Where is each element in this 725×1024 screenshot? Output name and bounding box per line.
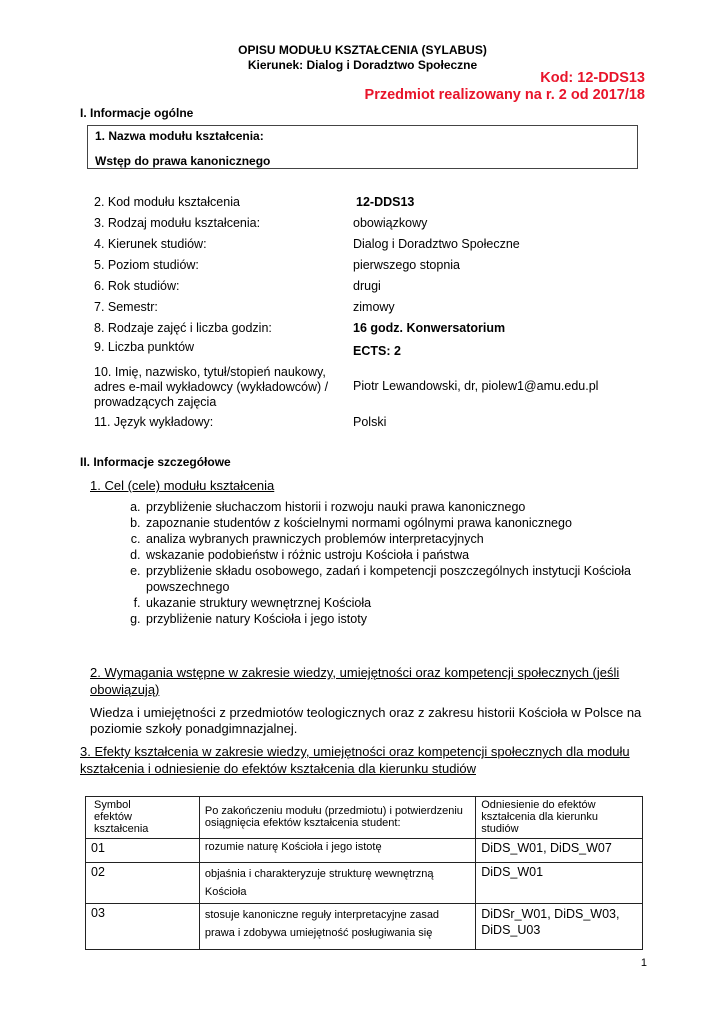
list-item: g. przybliżenie natury Kościoła i jego istoty xyxy=(144,611,642,627)
requirements-heading-line1: 2. Wymagania wstępne w zakresie wiedzy, umiejętności oraz kompetencji społecznych (jeśli xyxy=(90,665,620,680)
page-number: 1 xyxy=(640,957,647,969)
requirements-text-line1: Wiedza i umiejętności z przedmiotów teologicznych oraz z zakresu historii Kościoła w Polsce na xyxy=(90,705,642,720)
header-reference: Odniesienie do efektów kształcenia dla kierunku studiów xyxy=(476,797,643,839)
goals-heading: 1. Cel (cele) modułu kształcenia xyxy=(90,478,275,493)
section-heading-detailed: II. Informacje szczegółowe xyxy=(80,455,231,469)
list-item: c. analiza wybranych prawniczych problemów interpretacyjnych xyxy=(144,531,642,547)
module-name-box xyxy=(87,125,638,169)
list-item: e. przybliżenie składu osobowego, zadań i kompetencji poszczególnych instytucji Kościoła powszechnego xyxy=(144,563,642,595)
course-code: Kod: 12-DDS13 xyxy=(540,70,645,86)
header-symbol: Symbol efektów kształcenia xyxy=(86,797,200,839)
document-title: OPISU MODUŁU KSZTAŁCENIA (SYLABUS) xyxy=(238,43,487,57)
effects-heading-line1: 3. Efekty kształcenia w zakresie wiedzy, umiejętności oraz kompetencji społecznych dla modułu xyxy=(80,744,630,759)
requirements-text-line2: poziomie szkoły ponadgimnazjalnej. xyxy=(90,721,298,736)
list-item: d. wskazanie podobieństw i różnic ustroju Kościoła i państwa xyxy=(144,547,642,563)
module-name-label: 1. Nazwa modułu kształcenia: xyxy=(95,129,264,143)
list-item: a. przybliżenie słuchaczom historii i rozwoju nauki prawa kanonicznego xyxy=(144,499,642,515)
header-description: Po zakończeniu modułu (przedmiotu) i potwierdzeniu osiągnięcia efektów kształcenia student: xyxy=(199,797,475,839)
effects-heading-line2: kształcenia i odniesienie do efektów kształcenia dla kierunku studiów xyxy=(80,761,476,776)
effects-table xyxy=(85,796,643,950)
requirements-heading-line2: obowiązują) xyxy=(90,682,160,697)
table-row: 02 objaśnia i charakteryzuje strukturę wewnętrzną Kościoła DiDS_W01 xyxy=(86,863,643,904)
document-page: OPISU MODUŁU KSZTAŁCENIA (SYLABUS) Kierunek: Dialog i Doradztwo Społeczne Kod: 12-DDS13 Przedmiot realizowany na r. 2 od 2017/18 I. Informacje ogólne 1. Nazwa modułu kształcenia: Wstęp do prawa kanonicznego 2. Kod modułu kształcenia 12-DDS13 3. Rodzaj modułu kształcenia: obowiązkowy 4. Kierunek studiów: Dialog i Doradztwo Społeczne 5. Poziom studiów: pierwszego stopnia 6. Rok studiów: drugi 7. Semestr: zimowy 8. Rodzaje zajęć i liczba godzin: 16 godz. Konwersatorium 9. Liczba punktów ECTS: 2 10. Imię, nazwisko, tytuł/stopień naukowy, adres e-mail wykładowcy (wykładowców) / prowadzących zajęcia Piotr Lewandowski, dr, piolew1@amu.edu.pl 11. Język wykładowy: Polski II. Informacje szczegółowe 1. Cel (cele) modułu kształcenia a. przybliżenie słuchaczom historii i rozwoju nauki prawa kanonicznego b. zapoznanie studentów z kościelnymi normami ogólnymi prawa kanonicznego c. analiza wybranych prawniczych problemów interpretacyjnych d. wskazanie podobieństw i różnic ustroju Kościoła i państwa e. przybliżenie składu osobowego, zadań i kompetencji poszczególnych instytucji Kościoła powszechnego f. ukazanie struktury wewnętrznej Kościoła g. przybliżenie natury Kościoła i jego istoty 2. Wymagania wstępne w zakresie wiedzy, umiejętności oraz kompetencji społecznych (jeśli obowiązują) Wiedza i umiejętności z przedmiotów teologicznych oraz z zakresu historii Kościoła w Polsce na poziomie szkoły ponadgimnazjalnej. 3. Efekty kształcenia w zakresie wiedzy, umiejętności oraz kompetencji społecznych dla modułu kształcenia i odniesienie do efektów kształcenia dla kierunku studiów Symbol efektów kształcenia Po zakończeniu modułu (przedmiotu) i potwierdzeniu osiągnięcia efektów kształcenia student: Odniesienie do efektów kształcenia dla kierunku studiów 01 rozumie naturę Kościoła i jego istotę DiDS_W01, DiDS_W07 02 objaśnia i charakteryzuje strukturę wewnętrzną Kościoła DiDS_W01 03 stosuje kanoniczne reguły interpretacyjne zasad prawa i zdobywa umiejętność posługiwania się DiDSr_W01, DiDS_W03, DiDS_U03 1 xyxy=(0,0,725,1024)
table-row: 01 rozumie naturę Kościoła i jego istotę DiDS_W01, DiDS_W07 xyxy=(86,839,643,863)
realization-note: Przedmiot realizowany na r. 2 od 2017/18 xyxy=(364,87,645,103)
list-item: b. zapoznanie studentów z kościelnymi normami ogólnymi prawa kanonicznego xyxy=(144,515,642,531)
document-subtitle: Kierunek: Dialog i Doradztwo Społeczne xyxy=(247,58,478,72)
module-name-value: Wstęp do prawa kanonicznego xyxy=(95,154,271,168)
goals-list xyxy=(122,499,642,627)
table-row: 03 stosuje kanoniczne reguły interpretacyjne zasad prawa i zdobywa umiejętność posługiwania się DiDSr_W01, DiDS_W03, DiDS_U03 xyxy=(86,904,643,950)
list-item: f. ukazanie struktury wewnętrznej Kościoła xyxy=(144,595,642,611)
table-header-row xyxy=(86,797,643,839)
section-heading-general: I. Informacje ogólne xyxy=(80,106,194,120)
